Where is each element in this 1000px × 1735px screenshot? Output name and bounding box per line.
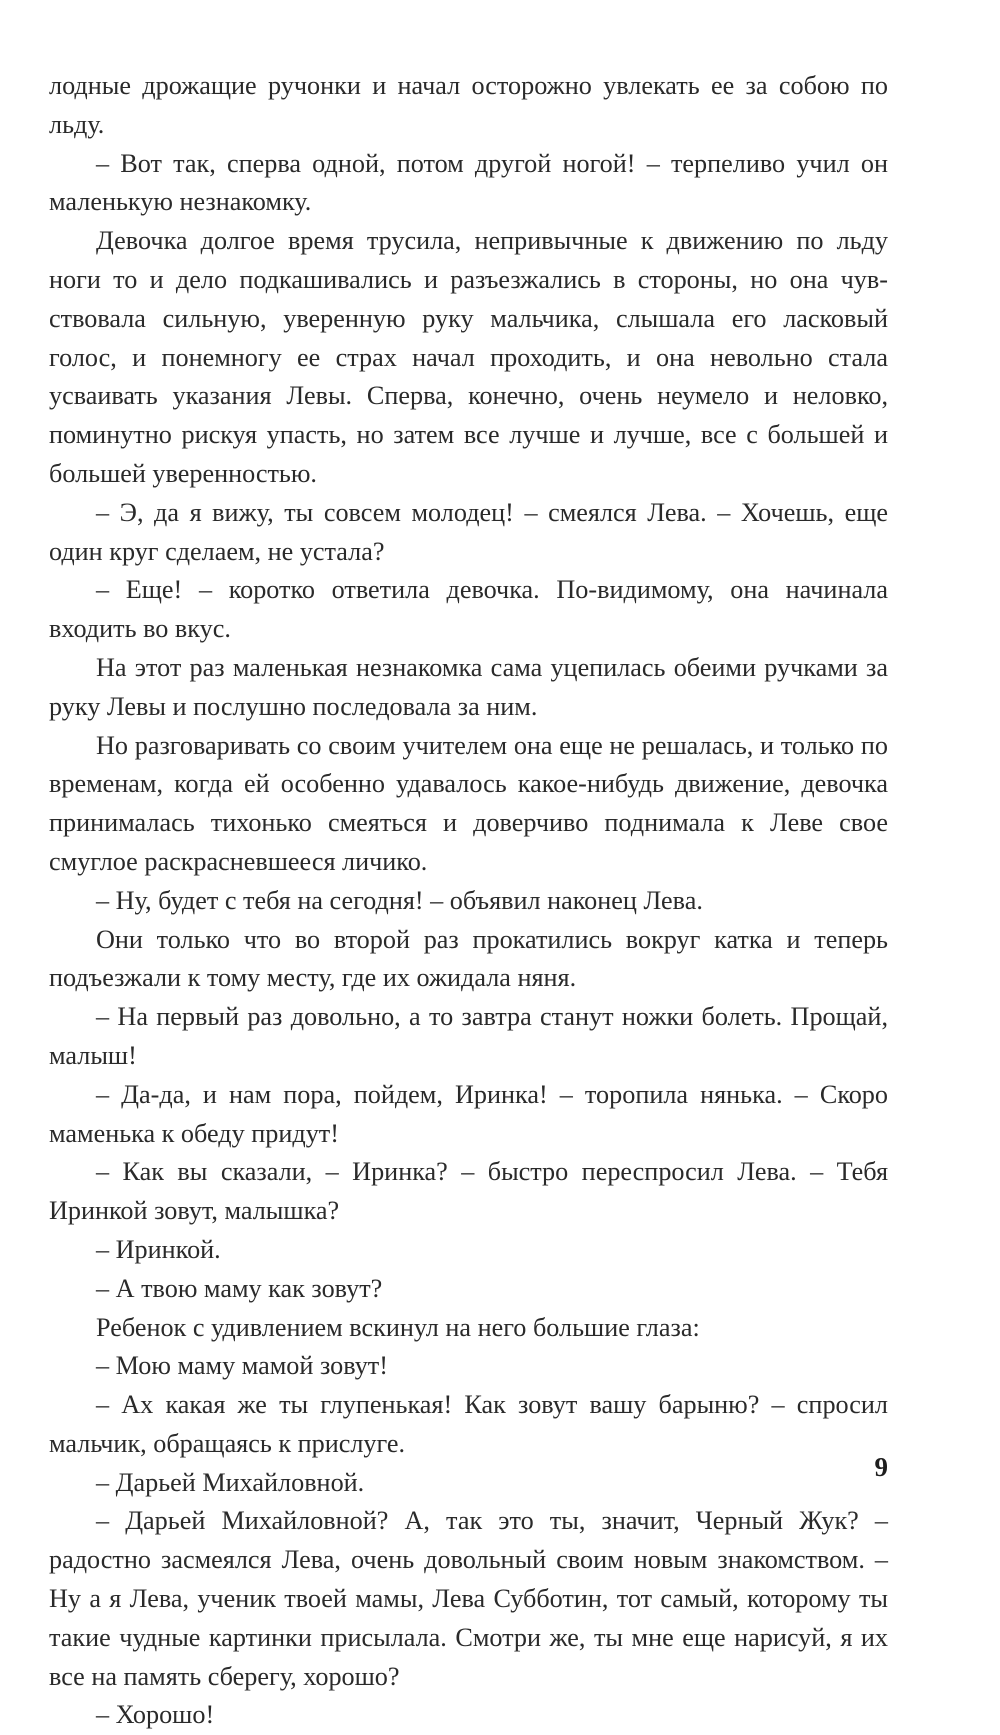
paragraph: лодные дрожащие ручонки и начал осторожно увлекать ее за собою по льду. <box>49 71 888 139</box>
paragraph: – Вот так, сперва одной, потом другой ногой! – терпеливо учил он маленькую незнакомку. <box>49 148 888 217</box>
paragraph: – Мою маму мамой зовут! <box>96 1351 388 1381</box>
paragraph: – Иринкой. <box>96 1234 221 1264</box>
paragraph: – Как вы сказали, – Иринка? – быстро переспросил Лева. – Тебя Иринкой зовут, малышка? <box>49 1157 888 1226</box>
paragraph: – Ах какая же ты глупенькая! Как зовут вашу барыню? – спросил мальчик, обращаясь к прислуге. <box>49 1390 888 1458</box>
paragraph: – Еще! – коротко ответила девочка. По-видимому, она начинала входить во вкус. <box>49 575 888 644</box>
paragraph: Девочка долгое время трусила, непривычные к движению по льду ноги то и дело подкашивались и разъезжались в стороны, но она чувствовала сильную, уверенную руку мальчика, слышала его ласковый голос, и понемногу ее страх начал проходить, и она невольно стала усваивать указания Левы. Сперва, конечно, очень неумело и неловко, поминутно рискуя упасть, но затем все лучше и лучше, все с большей и большей уверенностью. <box>49 226 888 488</box>
paragraph: Они только что во второй раз прокатились вокруг катка и теперь подъезжали к тому месту, где их ожидала няня. <box>49 924 888 993</box>
paragraph: – Э, да я вижу, ты совсем молодец! – смеялся Лева. – Хочешь, еще один круг сделаем, не устала? <box>49 497 888 566</box>
paragraph: – Ну, будет с тебя на сегодня! – объявил наконец Лева. <box>96 885 703 915</box>
paragraph: Но разговаривать со своим учителем она еще не решалась, и только по временам, когда ей особенно удавалось какое-нибудь движение, девочка принималась тихонько смеяться и доверчиво поднимала к Леве свое смуглое раскрасневшееся личико. <box>49 730 888 876</box>
paragraph: – А твою маму как зовут? <box>96 1273 383 1303</box>
paragraph: – Да-да, и нам пора, пойдем, Иринка! – торопила нянька. – Скоро маменька к обеду придут! <box>49 1079 888 1148</box>
paragraph: – Дарьей Михайловной? А, так это ты, значит, Черный Жук? – радостно засмеялся Лева, очень довольный своим новым знакомством. – Ну а я Лева, ученик твоей мамы, Лева Субботин, тот самый, которому ты такие чудные картинки присылала. Смотри же, ты мне еще нарисуй, я их все на память сберегу, хорошо? <box>49 1506 888 1691</box>
page-number: 9 <box>874 1452 888 1482</box>
paragraph: На этот раз маленькая незнакомка сама уцепилась обеими ручками за руку Левы и послушно последовала за ним. <box>49 652 888 721</box>
paragraph: – Хорошо! <box>96 1700 215 1730</box>
page-body <box>49 67 888 1735</box>
paragraph: Ребенок с удивлением вскинул на него большие глаза: <box>96 1312 700 1342</box>
paragraph: – Дарьей Михайловной. <box>96 1467 365 1497</box>
paragraph: – На первый раз довольно, а то завтра станут ножки болеть. Прощай, малыш! <box>49 1002 888 1070</box>
